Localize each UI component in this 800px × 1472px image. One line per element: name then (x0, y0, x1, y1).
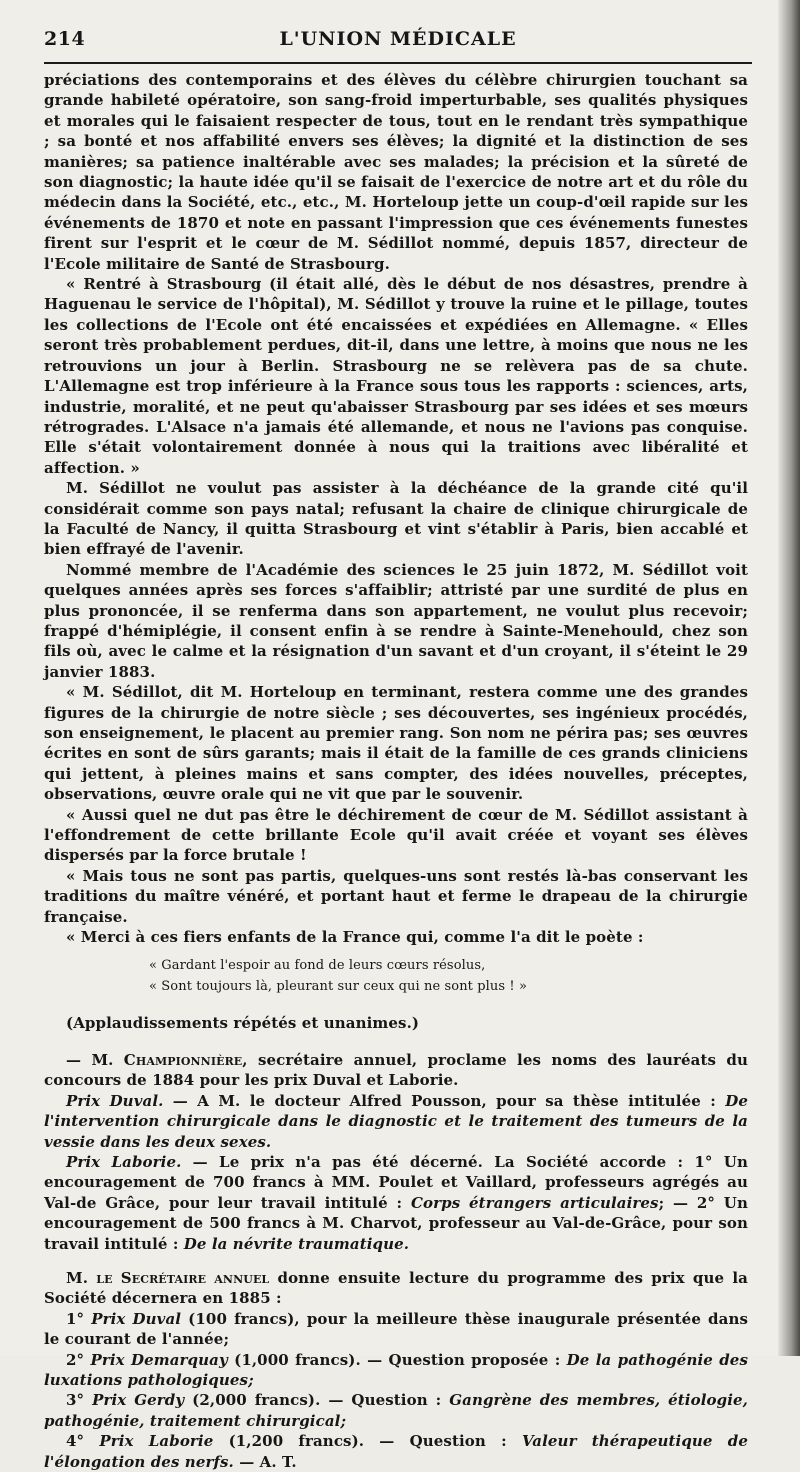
prix-duval-thesis-title: De l'intervention chirurgicale dans le diagnostic et le traitement des tumeurs de la vessie dans les deux sexes. (44, 1091, 748, 1151)
program-text: donne ensuite lecture du programme des prix que la Société décernera en 1885 : (44, 1268, 748, 1308)
announcement-paragraph (44, 1050, 748, 1091)
poem-quote (44, 955, 748, 997)
poem-line-2: « Sont toujours là, pleurant sur ceux qui ne sont plus ! » (149, 979, 528, 995)
prize-name: Prix Duval (91, 1309, 182, 1328)
applause-note: (Applaudissements répétés et unanimes.) (66, 1014, 420, 1033)
paragraph-7: « Mais tous ne sont pas partis, quelques-uns sont restés là-bas conservant les traditions du maître vénéré, et portant haut et ferme le drapeau de la chirurgie française. (44, 866, 748, 926)
prize-question: Valeur thérapeutique de l'élongation des nerfs. (44, 1432, 748, 1471)
prix-laborie-label: Prix Laborie. (66, 1152, 182, 1171)
prix-laborie-paragraph (44, 1152, 748, 1254)
prize-text: (1,200 francs). — Question : (213, 1432, 522, 1451)
paragraph-3: M. Sédillot ne voulut pas assister à la déchéance de la grande cité qu'il considérait comme son pays natal; refusant la chaire de clinique chirurgicale de la Faculté de Nancy, il quitta Strasbourg et vint s'établir à Paris, bien accablé et bien effrayé de l'avenir. (44, 479, 748, 559)
program-paragraph (44, 1268, 748, 1309)
page-number: 214 (44, 28, 86, 50)
prize-name: Prix Laborie (99, 1432, 214, 1451)
running-title: L'UNION MÉDICALE (279, 28, 517, 50)
prize-1885-1 (44, 1309, 748, 1350)
prix-laborie-text-1: — Le prix n'a pas été décerné. La Société accorde : 1° Un encouragement de 700 francs à MM. Poulet et Vaillard, professeurs agrégés au Val-de Grâce, pour leur travail intitulé : (44, 1152, 748, 1212)
prize-text: (2,000 francs). — Question : (184, 1391, 450, 1410)
prize-name: Prix Demarquay (90, 1350, 228, 1369)
prix-duval-paragraph (44, 1091, 748, 1152)
prix-laborie-work-title-2: De la névrite traumatique. (183, 1234, 410, 1253)
prix-duval-text: — A M. le docteur Alfred Pousson, pour sa thèse intitulée : (163, 1091, 726, 1110)
paragraph-6: « Aussi quel ne dut pas être le déchirement de cœur de M. Sédillot assistant à l'effondrement de cette brillante Ecole qu'il avait créée et voyant ses élèves dispersés par la force brutale ! (44, 805, 748, 865)
page-header (44, 24, 752, 56)
header-rule (44, 62, 752, 64)
paragraph-1: préciations des contemporains et des élèves du célèbre chirurgien touchant sa grande habileté opératoire, son sang-froid imperturbable, ses qualités physiques et morales qui le faisaient respecter de tous, tout en le rendant très sympathique ; sa bonté et nos affabilité envers ses élèves; la dignité et la distinction de ses manières; sa patience inaltérable avec ses malades; la précision et la sûreté de son diagnostic; la haute idée qu'il se faisait de l'exercice de notre art et du rôle du médecin dans la Société, etc., etc., M. Horteloup jette un coup-d'œil rapide sur les événements de 1870 et note en passant l'impression que ces événements funestes firent sur l'esprit et le cœur de M. Sédillot nommé, depuis 1857, directeur de l'Ecole militaire de Santé de Strasbourg. (44, 71, 748, 273)
paragraph-4: Nommé membre de l'Académie des sciences le 25 juin 1872, M. Sédillot voit quelques années après ses forces s'affaiblir; attristé par une surdité de plus en plus prononcée, il se renferma dans son appartement, ne voulut plus recevoir; frappé d'hémiplégie, il consent enfin à se rendre à Sainte-Menehould, chez son fils où, avec le calme et la résignation d'un savant et d'un croyant, il s'éteint le 29 janvier 1883. (44, 560, 748, 681)
page-edge-shadow (778, 0, 800, 1356)
prize-number: 2° (66, 1350, 91, 1369)
prix-laborie-text-2: ; — 2° Un encouragement de 500 francs à M. Charvot, professeur au Val-de-Grâce, pour son travail intitulé : (44, 1193, 748, 1253)
poem-line-1: « Gardant l'espoir au fond de leurs cœurs résolus, (149, 958, 486, 974)
prize-question: Gangrène des membres, étiologie, pathogénie, traitement chirurgical; (44, 1391, 748, 1430)
paragraph-8: « Merci à ces fiers enfants de la France qui, comme l'a dit le poète : (66, 928, 644, 947)
prize-number: 4° (66, 1432, 100, 1451)
prize-number: 1° (66, 1309, 92, 1328)
prize-name: Prix Gerdy (92, 1391, 185, 1410)
prize-question: De la pathogénie des luxations pathologiques; (44, 1350, 748, 1389)
prix-duval-label: Prix Duval. (66, 1091, 164, 1110)
announcement-text: , secrétaire annuel, proclame les noms des lauréats du concours de 1884 pour les prix Duval et Laborie. (44, 1050, 748, 1090)
author-signature: — A. T. (233, 1452, 297, 1471)
secretary-name: M. Championnière (91, 1050, 243, 1069)
announcement-dash: — (66, 1050, 92, 1069)
prize-text: (1,000 francs). — Question proposée : (227, 1350, 567, 1369)
body-text (44, 70, 748, 1472)
paragraph-2: « Rentré à Strasbourg (il était allé, dès le début de nos désastres, prendre à Haguenau le service de l'hôpital), M. Sédillot y trouve la ruine et le pillage, toutes les collections de l'Ecole ont été encaissées et expédiées en Allemagne. « Elles seront très probablement perdues, dit-il, dans une lettre, à moins que nous ne les retrouvions un jour à Berlin. Strasbourg ne se relèvera pas de sa chute. L'Allemagne est trop inférieure à la France sous tous les rapports : sciences, arts, industrie, moralité, et ne peut qu'abaisser Strasbourg par ses idées et ses mœurs rétrogrades. L'Alsace n'a jamais été allemande, et nous ne l'avions pas conquise. Elle s'était volontairement donnée à nous qui la traitions avec libéralité et affection. » (44, 275, 748, 477)
paragraph-5: « M. Sédillot, dit M. Horteloup en terminant, restera comme une des grandes figures de la chirurgie de notre siècle ; ses découvertes, ses ingénieux procédés, son enseignement, le placent au premier rang. Son nom ne périra pas; ses œuvres écrites en sont de sûrs garants; mais il était de la famille de ces grands cliniciens qui jettent, à pleines mains et sans compter, des idées nouvelles, préceptes, observations, œuvre orale qui ne vit que par le souvenir. (44, 683, 748, 804)
program-secretary-name: M. le Secrétaire annuel (66, 1268, 270, 1287)
prize-number: 3° (66, 1391, 93, 1410)
prize-1885-3 (44, 1390, 748, 1431)
prize-text: (100 francs), pour la meilleure thèse inaugurale présentée dans le courant de l'année; (44, 1309, 748, 1349)
prix-laborie-work-title-1: Corps étrangers articulaires (410, 1193, 659, 1212)
prize-1885-4 (44, 1431, 748, 1472)
